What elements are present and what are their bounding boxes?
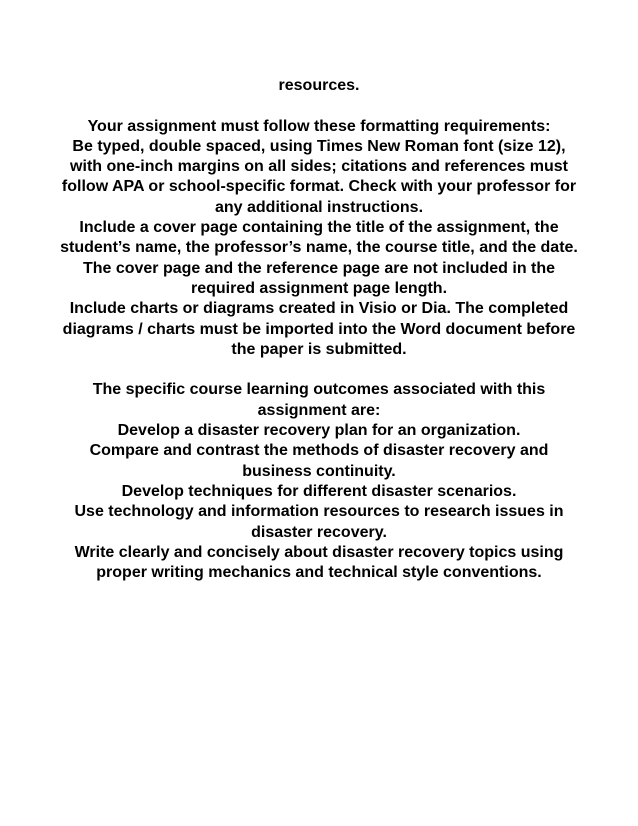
outcome-item: Write clearly and concisely about disaster recovery topics using proper writing mechanics and technical style conventions. xyxy=(74,543,564,582)
continuation-text: resources. xyxy=(278,77,360,94)
document-body xyxy=(58,76,580,583)
outcome-item: Use technology and information resources to research issues in disaster recovery. xyxy=(74,503,564,541)
paragraph-gap xyxy=(58,96,580,116)
outcomes-intro: The specific course learning outcomes associated with this assignment are: xyxy=(92,381,546,419)
formatting-item-diagrams: Include charts or diagrams created in Visio or Dia. The completed diagrams / charts must be imported into the Word document before the paper is submitted. xyxy=(62,300,576,358)
formatting-item-cover-page: Include a cover page containing the title of the assignment, the student’s name, the professor’s name, the course title, and the date. The cover page and the reference page are not included in the required assignment page length. xyxy=(60,219,578,297)
outcome-item: Develop a disaster recovery plan for an organization. xyxy=(117,422,521,440)
outcome-item: Compare and contrast the methods of disaster recovery and business continuity. xyxy=(89,442,549,480)
formatting-item-typing: Be typed, double spaced, using Times New Roman font (size 12), with one-inch margins on all sides; citations and references must follow APA or school-specific format. Check with your professor for any additional instructions. xyxy=(61,137,577,216)
outcome-item: Develop techniques for different disaster scenarios. xyxy=(121,482,517,500)
paragraph-gap xyxy=(58,360,580,380)
formatting-intro: Your assignment must follow these formatting requirements: xyxy=(87,117,551,135)
